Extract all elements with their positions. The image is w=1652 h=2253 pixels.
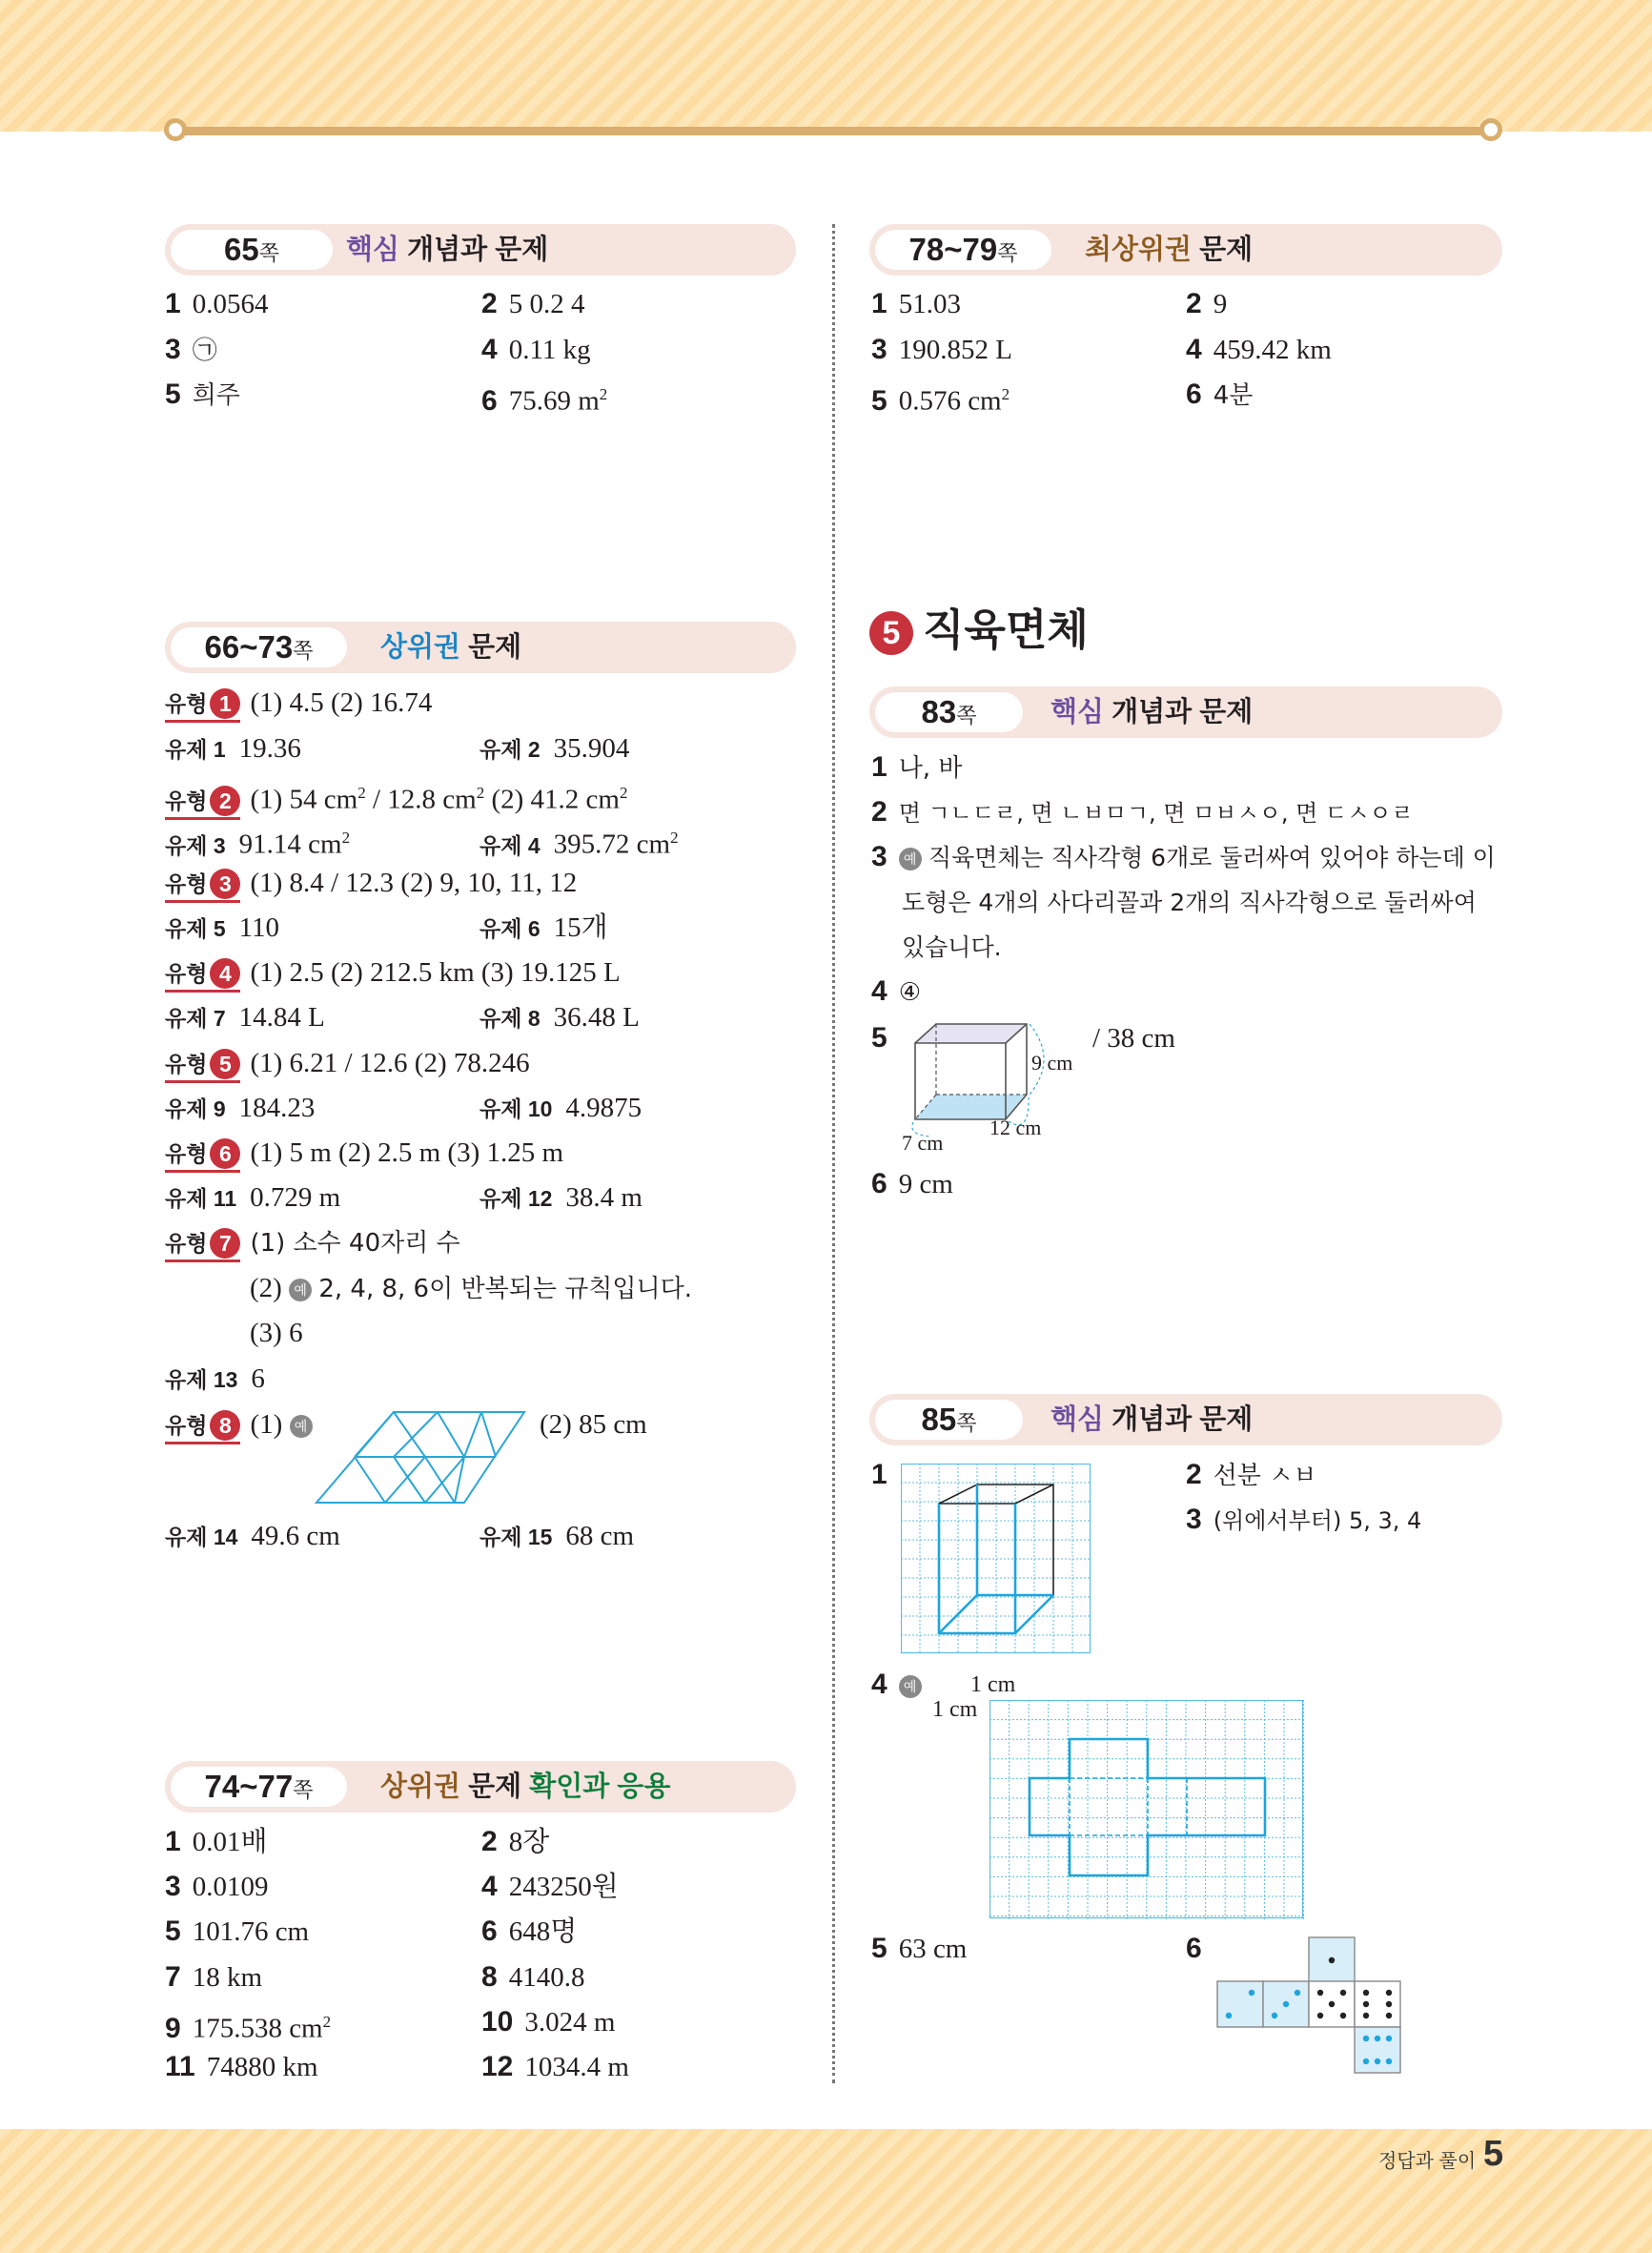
- answer-5-label: 5: [871, 1022, 887, 1054]
- type-7-part-2: (2) 예 2, 4, 8, 6이 반복되는 규칙입니다.: [250, 1273, 693, 1303]
- grid-unit-vertical: 1 cm: [932, 1697, 978, 1722]
- answer-3: 3 예 직육면체는 직사각형 6개로 둘러싸여 있어야 하는데 이: [871, 841, 1496, 872]
- rule-right-knob: [1479, 118, 1502, 141]
- answer-11: 11 74880 km: [165, 2051, 318, 2082]
- answer-6: 6 9 cm: [871, 1168, 953, 1199]
- type-5: 유형 5 (1) 6.21 / 12.6 (2) 78.246: [165, 1047, 530, 1083]
- answer-4: 4 0.11 kg: [481, 334, 591, 365]
- answer-1: 1 0.0564: [165, 288, 269, 319]
- practice-12: 유제 12 38.4 m: [479, 1182, 642, 1213]
- section-header-85: [869, 1394, 1502, 1445]
- answer-5: 5 0.576 $cm^2$: [871, 384, 1010, 417]
- page-ref: 74~77쪽: [171, 1767, 347, 1807]
- practice-3: 유제 3 91.14 $cm^2$: [165, 829, 351, 860]
- answer-5: 5 101.76 cm: [165, 1915, 310, 1947]
- answer-3: 3 190.852 L: [871, 334, 1012, 365]
- type-4: 유형 4 (1) 2.5 (2) 212.5 km (3) 19.125 L: [165, 956, 621, 993]
- section-header-66-73: [165, 622, 796, 673]
- practice-4: 유제 4 395.72 $cm^2$: [479, 829, 679, 860]
- answer-1: 1 51.03: [871, 288, 961, 319]
- type-6: 유형 6 (1) 5 m (2) 2.5 m (3) 1.25 m: [165, 1137, 563, 1173]
- practice-9: 유제 9 184.23: [165, 1093, 316, 1123]
- practice-15: 유제 15 68 cm: [479, 1521, 635, 1551]
- answer-3-line-3: 있습니다.: [902, 933, 1002, 961]
- rule-left-knob: [164, 118, 187, 141]
- chapter-title: 5 직육면체: [869, 604, 1089, 657]
- practice-8: 유제 8 36.48 L: [479, 1002, 640, 1033]
- page-ref: 83쪽: [875, 692, 1023, 732]
- answer-12: 12 1034.4 m: [481, 2051, 629, 2082]
- answer-2: 2 5 0.2 4: [481, 288, 585, 319]
- answer-5: 5 63 cm: [871, 1933, 968, 1964]
- page-number: 5: [1483, 2134, 1504, 2174]
- section-header-74-77: [165, 1761, 796, 1813]
- section-title: 상위권 문제 확인과 응용: [380, 1772, 671, 1802]
- dice-net: [1216, 1936, 1409, 2081]
- footer-label: 정답과 풀이: [1378, 2151, 1477, 2172]
- practice-5: 유제 5 110: [165, 912, 280, 943]
- section-title: 상위권 문제: [380, 632, 522, 663]
- answer-8: 8 4140.8: [481, 1961, 585, 1993]
- height-label: 9 cm: [1031, 1051, 1073, 1075]
- answer-5: 5 희주: [165, 379, 240, 410]
- answer-1-label: 1: [871, 1459, 887, 1490]
- answer-9: 9 175.538 $cm^2$: [165, 2012, 332, 2044]
- column-divider: [832, 224, 835, 2083]
- type-8: 유형 8 (1) 예: [165, 1408, 313, 1444]
- length-label: 12 cm: [989, 1116, 1042, 1139]
- answer-2: 2 선분 ㅅㅂ: [1186, 1459, 1317, 1490]
- answer-4: 4 ④: [871, 975, 921, 1007]
- section-header-78-79: [869, 224, 1502, 276]
- cuboid-on-grid: [901, 1464, 1091, 1654]
- section-header-83: [869, 686, 1502, 738]
- type-2: 유형 2 (1) 54 $cm^2 / 12.8$ $cm^2$ (2) 41.2 $cm^2$: [165, 777, 627, 820]
- type-1: 유형 1 (1) 4.5 (2) 16.74: [165, 686, 432, 723]
- page-ref: 85쪽: [875, 1400, 1023, 1440]
- answer-1: 1 나, 바: [871, 751, 963, 783]
- section-title: 핵심 개념과 문제: [1050, 1404, 1254, 1435]
- answer-3: 3 ㉠: [165, 334, 217, 365]
- type-3: 유형 3 (1) 8.4 / 12.3 (2) 9, 10, 11, 12: [165, 867, 577, 903]
- answer-4: 4 243250원: [481, 1871, 619, 1902]
- answer-4-label: 4 예: [871, 1669, 922, 1701]
- type-8-part-2: (2) 85 cm: [540, 1409, 647, 1440]
- page-ref: 65쪽: [171, 230, 333, 270]
- practice-6: 유제 6 15개: [479, 912, 608, 943]
- answer-2: 2 8장: [481, 1826, 550, 1857]
- cuboid-diagram: [896, 1013, 1106, 1156]
- grid-unit-horizontal: 1 cm: [970, 1672, 1016, 1697]
- answer-7: 7 18 km: [165, 1961, 262, 1993]
- practice-1: 유제 1 19.36: [165, 733, 301, 764]
- section-title: 핵심 개념과 문제: [1050, 697, 1254, 727]
- page-ref: 78~79쪽: [875, 230, 1051, 270]
- answer-10: 10 3.024 m: [481, 2006, 616, 2038]
- practice-13: 유제 13 6: [165, 1363, 265, 1394]
- section-title: 핵심 개념과 문제: [346, 235, 549, 265]
- triangle-grid-parallelogram: [310, 1409, 529, 1506]
- answer-2: 2 9: [1186, 288, 1228, 319]
- answer-3-line-2: 도형은 4개의 사다리꼴과 2개의 직사각형으로 둘러싸여: [902, 889, 1477, 916]
- answer-3: 3 0.0109: [165, 1871, 269, 1902]
- answer-6: 6 648명: [481, 1915, 578, 1947]
- type-7: 유형 7 (1) 소수 40자리 수: [165, 1226, 460, 1262]
- practice-7: 유제 7 14.84 L: [165, 1002, 325, 1033]
- answer-4: 4 459.42 km: [1186, 334, 1332, 365]
- answer-3: 3 (위에서부터) 5, 3, 4: [1186, 1504, 1422, 1535]
- answer-2: 2 면 ㄱㄴㄷㄹ, 면 ㄴㅂㅁㄱ, 면 ㅁㅂㅅㅇ, 면 ㄷㅅㅇㄹ: [871, 796, 1414, 828]
- section-header-65: [165, 224, 796, 276]
- practice-11: 유제 11 0.729 m: [165, 1182, 341, 1213]
- type-7-part-3: (3) 6: [250, 1318, 303, 1348]
- top-decorative-band: [0, 0, 1652, 132]
- answer-5: / 38 cm: [1092, 1023, 1175, 1054]
- practice-2: 유제 2 35.904: [479, 733, 630, 764]
- cuboid-net-grid: [989, 1700, 1304, 1919]
- answer-6: 6 4분: [1186, 379, 1254, 410]
- answer-6: 6 75.69 $m^2$: [481, 384, 608, 417]
- answer-6-label: 6: [1186, 1933, 1202, 1964]
- practice-10: 유제 10 4.9875: [479, 1093, 642, 1123]
- answer-1: 1 0.01배: [165, 1826, 268, 1857]
- section-title: 최상위권 문제: [1085, 235, 1254, 265]
- top-rule: [168, 127, 1499, 135]
- width-label: 7 cm: [902, 1131, 944, 1155]
- page-ref: 66~73쪽: [171, 627, 347, 667]
- practice-14: 유제 14 49.6 cm: [165, 1521, 340, 1551]
